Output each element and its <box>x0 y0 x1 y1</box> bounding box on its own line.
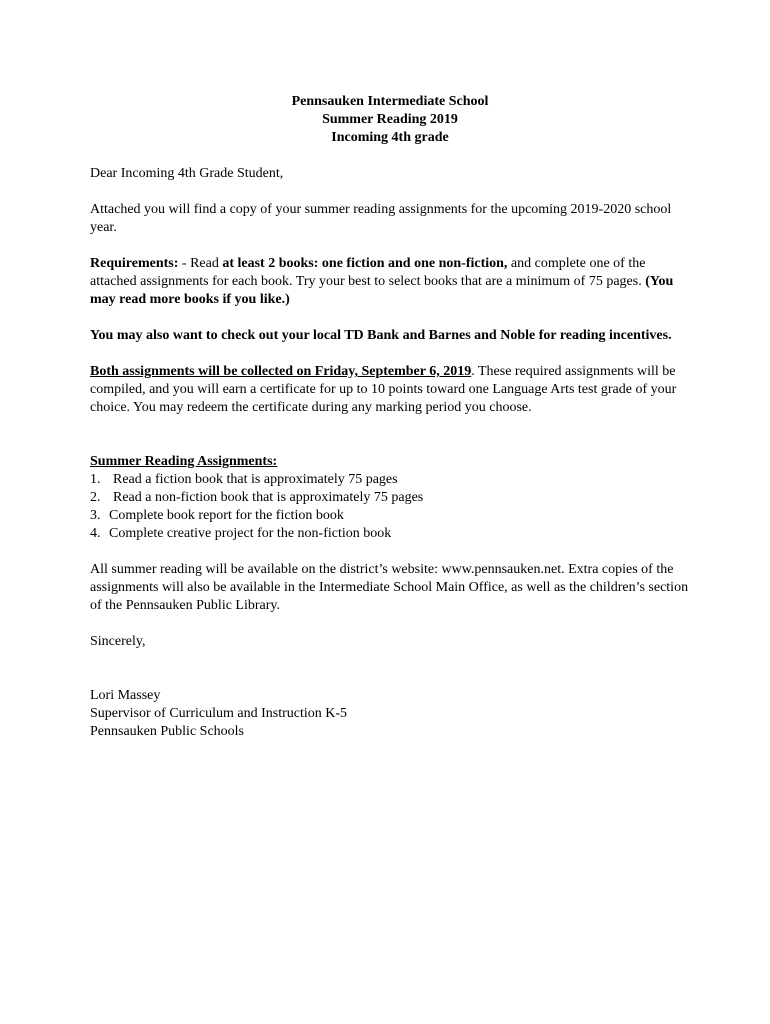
school-name: Pennsauken Intermediate School <box>291 94 489 109</box>
signature-block <box>90 687 690 741</box>
grade-title: Incoming 4th grade <box>331 130 449 145</box>
collection-paragraph <box>90 363 690 417</box>
list-text: Complete book report for the fiction book <box>109 508 344 523</box>
requirements-bold: at least 2 books: one fiction and one non-fiction, <box>222 256 508 271</box>
requirements-post: and complete one of the attached assignments for each book. Try your best to select books that are a minimum of 75 pages. <box>90 256 646 289</box>
intro-paragraph: Attached you will find a copy of your summer reading assignments for the upcoming 2019-2020 school year. <box>90 202 672 235</box>
requirements-pre: - Read <box>178 256 223 271</box>
list-item <box>90 525 690 543</box>
greeting: Dear Incoming 4th Grade Student, <box>90 166 284 181</box>
list-number: 3. <box>90 508 101 523</box>
closing: Sincerely, <box>90 634 146 649</box>
assignments-section <box>90 453 690 543</box>
list-text: Complete creative project for the non-fiction book <box>109 526 392 541</box>
requirements-label: Requirements: <box>90 256 179 271</box>
letter-body <box>90 93 690 741</box>
list-item <box>90 471 690 489</box>
list-item <box>90 507 690 525</box>
list-text: Read a non-fiction book that is approximately 75 pages <box>113 490 424 505</box>
list-number: 2. <box>90 490 101 505</box>
incentives-paragraph <box>90 327 690 345</box>
assignments-list <box>90 471 690 543</box>
list-item <box>90 489 690 507</box>
availability-paragraph: All summer reading will be available on the district’s website: www.pennsauken.net. Extra copies of the assignments will also be available in the Intermediate School Main Office, as well as the children’s section of the Pennsauken Public Library. <box>90 562 689 613</box>
signature-title: Supervisor of Curriculum and Instruction K-5 <box>90 706 348 721</box>
list-text: Read a fiction book that is approximately 75 pages <box>113 472 398 487</box>
requirements-paragraph <box>90 255 690 309</box>
assignments-heading: Summer Reading Assignments: <box>90 454 278 469</box>
requirements-note: (You may read more books if you like.) <box>90 274 674 307</box>
signature-name: Lori Massey <box>90 688 161 703</box>
incentives-text: You may also want to check out your local TD Bank and Barnes and Noble for reading incentives. <box>90 328 672 343</box>
collection-date: Both assignments will be collected on Friday, September 6, 2019 <box>90 364 472 379</box>
collection-details: . These required assignments will be compiled, and you will earn a certificate for up to 10 points toward one Language Arts test grade of your choice. You may redeem the certificate during any marking period you choose. <box>90 364 677 415</box>
letter-header <box>90 93 690 147</box>
list-number: 1. <box>90 472 101 487</box>
signature-org: Pennsauken Public Schools <box>90 724 244 739</box>
list-number: 4. <box>90 526 101 541</box>
program-title: Summer Reading 2019 <box>322 112 458 127</box>
